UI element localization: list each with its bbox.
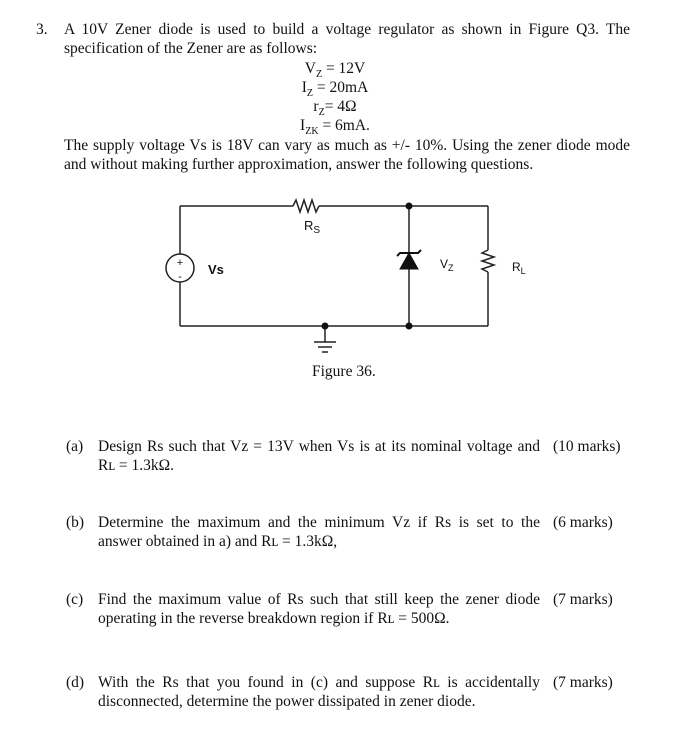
part-a-marks: (10 marks) (553, 438, 621, 455)
part-a-line-1: Design Rs such that Vz = 13V when Vs is at its nominal voltage and (98, 438, 540, 455)
rl-label: $R_L$ (512, 260, 526, 276)
resistor-rs (293, 200, 319, 212)
supply-line-1: The supply voltage Vs is 18V can vary as much as +/- 10%. Using the zener diode mode (64, 137, 630, 154)
part-d-label: (d) (66, 674, 85, 691)
part-c-line-1: Find the maximum value of Rs such that still keep the zener diode (98, 591, 540, 608)
junction-dot-top (406, 203, 413, 210)
spec-rz: $r_Z= 4\Omega$ (313, 98, 357, 119)
circuit-diagram (150, 190, 530, 365)
part-d-line-1: With the Rs that you found in (c) and suppose Rʟ is accidentally (98, 674, 540, 691)
junction-dot-bottom-right (406, 323, 413, 330)
intro-line-2: specification of the Zener are as follows: (64, 40, 318, 57)
supply-line-2: and without making further approximation, answer the following questions. (64, 156, 534, 173)
vs-minus: - (178, 271, 182, 283)
part-d-marks: (7 marks) (553, 674, 613, 691)
spec-izk: $I_{ZK} = 6mA$. (300, 117, 370, 138)
vz-label: $V_Z$ (440, 257, 454, 273)
vs-label: Vs (208, 262, 224, 277)
part-c-marks: (7 marks) (553, 591, 613, 608)
zener-diode-icon (400, 253, 418, 269)
part-d-line-2: disconnected, determine the power dissipated in zener diode. (98, 693, 476, 710)
part-a-label: (a) (66, 438, 84, 455)
part-a-line-2: Rʟ = 1.3kΩ. (98, 457, 175, 474)
part-c-line-2: operating in the reverse breakdown region if Rʟ = 500Ω. (98, 610, 450, 627)
spec-iz: $I_Z = 20mA$ (301, 79, 369, 100)
vs-plus: + (176, 257, 184, 269)
part-b-line-1: Determine the maximum and the minimum Vz if Rs is set to the (98, 514, 540, 531)
resistor-rl (482, 250, 494, 272)
intro-line-1: A 10V Zener diode is used to build a voltage regulator as shown in Figure Q3. The (64, 21, 630, 38)
rs-label: $R_S$ (304, 218, 321, 236)
figure-caption: Figure 36. (312, 363, 376, 380)
part-b-line-2: answer obtained in a) and Rʟ = 1.3kΩ, (98, 533, 338, 550)
part-b-label: (b) (66, 514, 85, 531)
spec-vz: $V_Z = 12V$ (304, 60, 366, 81)
junction-dot-bottom-ground (322, 323, 329, 330)
part-c-label: (c) (66, 591, 84, 608)
question-number: 3. (36, 21, 48, 38)
part-b-marks: (6 marks) (553, 514, 613, 531)
